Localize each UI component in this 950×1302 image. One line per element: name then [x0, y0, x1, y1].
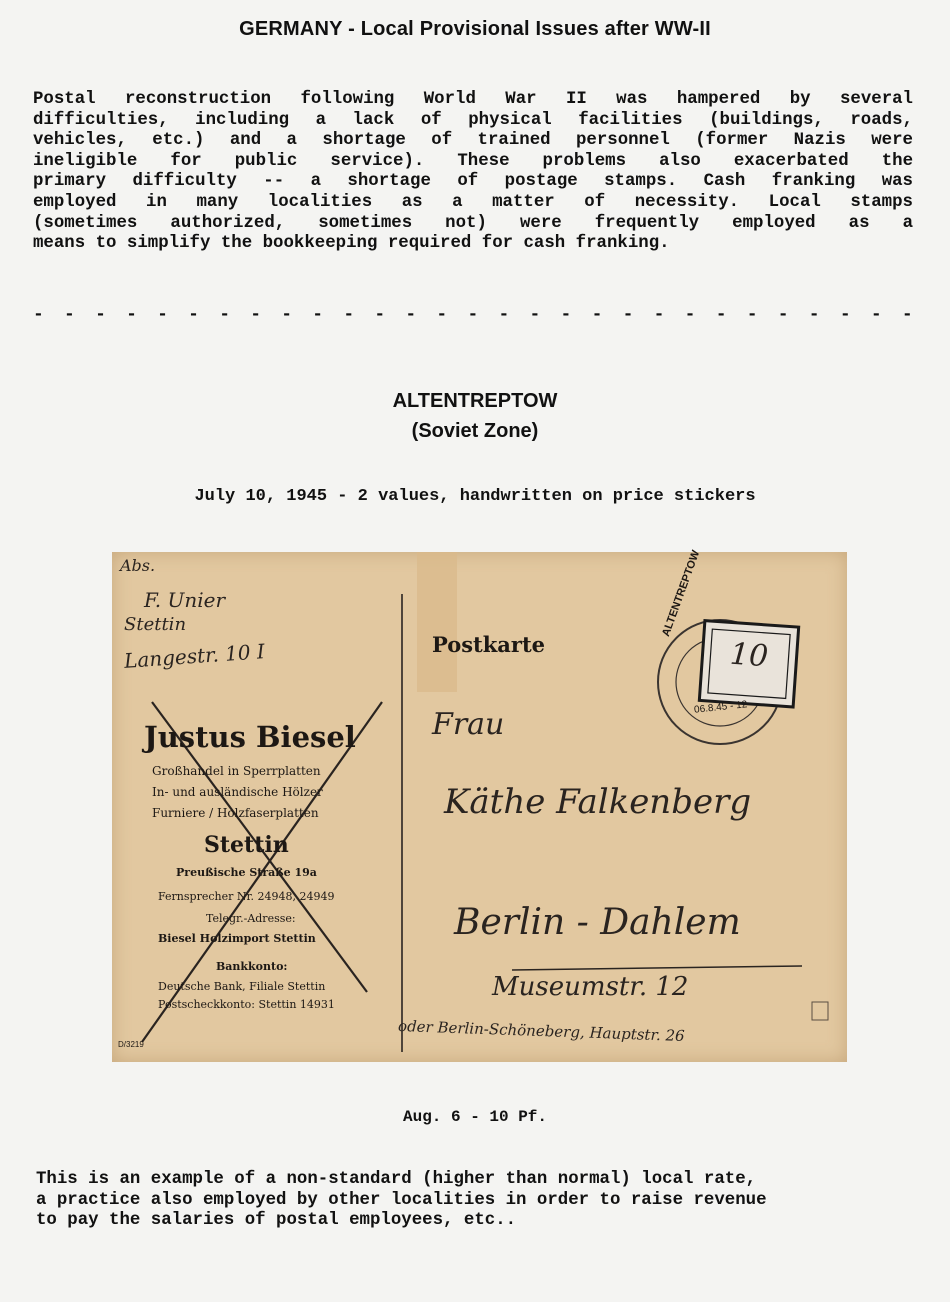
outro-paragraph — [36, 1170, 916, 1232]
company-line: Furniere / Holzfaserplatten — [152, 806, 319, 820]
divider-dash: - — [622, 305, 634, 325]
form-number: D/3219 — [118, 1040, 144, 1049]
postmark-date: 06.8.45 - 12 — [693, 699, 748, 716]
divider-dash: - — [188, 305, 199, 325]
divider-dash: - — [715, 305, 727, 325]
outro-line: to pay the salaries of postal employees, etc.. — [36, 1211, 517, 1231]
section-subtitle: (Soviet Zone) — [411, 420, 539, 442]
sender-hand-street: Langestr. 10 I — [123, 639, 266, 673]
divider-dash: - — [312, 305, 324, 325]
recipient-alt-address: oder Berlin-Schöneberg, Hauptstr. 26 — [397, 1017, 685, 1045]
intro-line: means to simplify the bookkeeping required for cash franking. — [33, 234, 670, 254]
intro-line: (sometimes authorized, sometimes not) were frequently employed as a — [33, 213, 913, 233]
divider-dash: - — [467, 305, 479, 325]
intro-line: primary difficulty -- a shortage of postage stamps. Cash franking was — [33, 172, 913, 192]
divider-dash: - — [374, 305, 386, 325]
outro-line: This is an example of a non-standard (higher than normal) local rate, — [36, 1170, 757, 1189]
divider-dash: - — [250, 305, 262, 325]
divider-dash: - — [839, 305, 851, 325]
company-line: In- und ausländische Hölzer — [152, 785, 323, 799]
divider-dash: - — [653, 305, 665, 325]
issue-note: July 10, 1945 - 2 values, handwritten on price stickers — [194, 487, 756, 506]
divider-dash: - — [95, 305, 106, 325]
address-underline — [512, 966, 802, 970]
intro-line: difficulties, including a lack of physical facilities (buildings, roads, — [33, 110, 913, 130]
company-telegram: Biesel Holzimport Stettin — [158, 932, 316, 945]
divider-dash: - — [405, 305, 417, 325]
intro-line: vehicles, etc.) and a shortage of trained personnel (former Nazis were — [33, 131, 913, 151]
page-title: GERMANY - Local Provisional Issues after WW-II — [239, 18, 711, 40]
divider-dash: - — [219, 305, 230, 325]
divider-dash: - — [33, 305, 44, 325]
intro-line: employed in many localities as a matter of necessity. Local stamps — [33, 192, 913, 212]
divider-dash: - — [808, 305, 820, 325]
divider-dash: - — [746, 305, 758, 325]
divider-dash: - — [343, 305, 355, 325]
divider-dash: - — [281, 305, 293, 325]
intro-line: Postal reconstruction following World War II was hampered by several — [33, 90, 913, 109]
divider-dash: - — [901, 305, 913, 325]
postcard-caption: Aug. 6 - 10 Pf. — [402, 1108, 548, 1126]
recipient-title: Frau — [432, 707, 505, 742]
divider-dash: - — [498, 305, 510, 325]
divider-dash: - — [436, 305, 448, 325]
postmark-town: ALTENTREPTOW — [660, 548, 703, 639]
company-address: Preußische Straße 19a — [176, 866, 317, 879]
sender-hand-city: Stettin — [124, 614, 187, 635]
printer-mark — [812, 1002, 828, 1020]
tape-strip — [417, 552, 457, 692]
recipient-street: Museumstr. 12 — [492, 972, 689, 1002]
company-bank-label: Bankkonto: — [216, 960, 288, 973]
postcard-image — [112, 548, 847, 1062]
divider-dash: - — [684, 305, 696, 325]
section-title: ALTENTREPTOW — [392, 390, 558, 412]
divider-dash: - — [560, 305, 572, 325]
divider-dash: - — [777, 305, 789, 325]
outro-line: a practice also employed by other localities in order to raise revenue — [36, 1190, 767, 1210]
divider-dash: - — [64, 305, 75, 325]
divider-dash: - — [529, 305, 541, 325]
company-line: Großhandel in Sperrplatten — [152, 764, 321, 778]
intro-paragraph — [33, 90, 913, 255]
divider-dash: - — [157, 305, 168, 325]
dashed-divider — [33, 305, 913, 325]
divider-dash: - — [126, 305, 137, 325]
company-phone: Fernsprecher Nr. 24948, 24949 — [158, 890, 335, 903]
divider-dash: - — [870, 305, 882, 325]
company-name: Justus Biesel — [144, 720, 356, 754]
company-telegram-label: Telegr.-Adresse: — [206, 912, 296, 925]
company-giro: Postscheckkonto: Stettin 14931 — [158, 998, 335, 1011]
card-type-label: Postkarte — [432, 632, 546, 657]
company-bank: Deutsche Bank, Filiale Stettin — [158, 980, 326, 993]
company-city: Stettin — [204, 832, 289, 858]
sender-hand-name: F. Unier — [144, 588, 226, 612]
recipient-city: Berlin - Dahlem — [454, 902, 741, 943]
divider-dash: - — [591, 305, 603, 325]
sender-hand-abs: Abs. — [120, 556, 156, 575]
stamp-value: 10 — [728, 636, 770, 675]
recipient-name: Käthe Falkenberg — [444, 782, 752, 822]
intro-line: ineligible for public service). These problems also exacerbated the — [33, 151, 913, 171]
